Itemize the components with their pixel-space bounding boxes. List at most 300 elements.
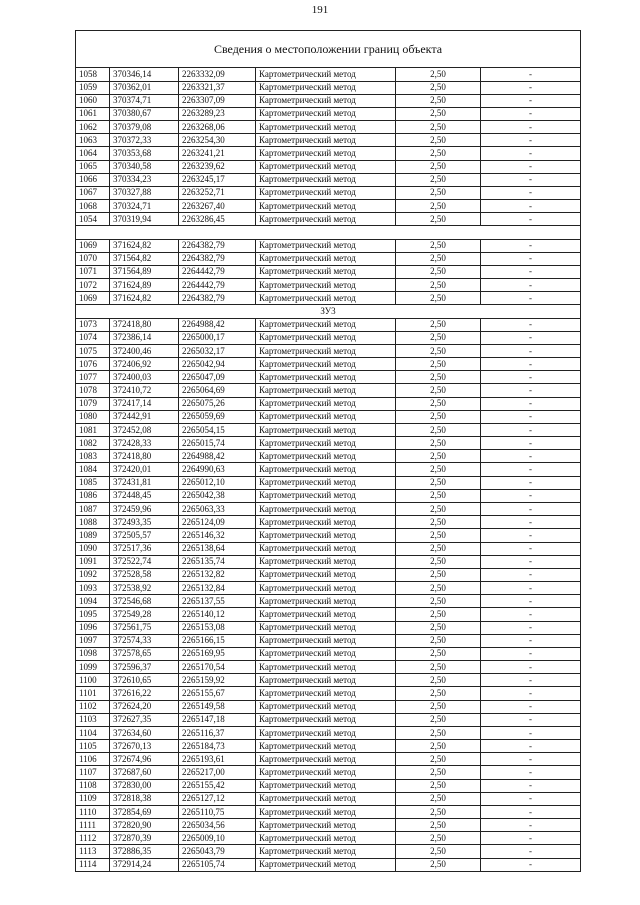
accuracy-cell: 2,50 [396, 753, 481, 766]
x-coordinate-cell: 371564,89 [110, 265, 179, 278]
description-cell: - [481, 265, 581, 278]
accuracy-cell: 2,50 [396, 292, 481, 305]
point-number-cell: 1097 [76, 634, 110, 647]
method-cell: Картометрический метод [256, 384, 396, 397]
table-row [76, 121, 581, 134]
x-coordinate-cell: 372448,45 [110, 489, 179, 502]
accuracy-cell: 2,50 [396, 318, 481, 331]
point-number-cell: 1054 [76, 213, 110, 226]
x-coordinate-cell: 370379,08 [110, 121, 179, 134]
description-cell: - [481, 107, 581, 120]
y-coordinate-cell: 2265135,74 [179, 555, 256, 568]
y-coordinate-cell: 2265116,37 [179, 726, 256, 739]
x-coordinate-cell: 372400,46 [110, 344, 179, 357]
y-coordinate-cell: 2265170,54 [179, 661, 256, 674]
accuracy-cell: 2,50 [396, 647, 481, 660]
point-number-cell: 1084 [76, 463, 110, 476]
table-row [76, 687, 581, 700]
description-cell: - [481, 423, 581, 436]
table-row [76, 634, 581, 647]
point-number-cell: 1083 [76, 450, 110, 463]
method-cell: Картометрический метод [256, 489, 396, 502]
accuracy-cell: 2,50 [396, 634, 481, 647]
description-cell: - [481, 805, 581, 818]
point-number-cell: 1062 [76, 121, 110, 134]
y-coordinate-cell: 2265217,00 [179, 766, 256, 779]
table-row [76, 674, 581, 687]
method-cell: Картометрический метод [256, 740, 396, 753]
method-cell: Картометрический метод [256, 331, 396, 344]
accuracy-cell: 2,50 [396, 595, 481, 608]
x-coordinate-cell: 372561,75 [110, 621, 179, 634]
y-coordinate-cell: 2263252,71 [179, 186, 256, 199]
point-number-cell: 1078 [76, 384, 110, 397]
x-coordinate-cell: 372616,22 [110, 687, 179, 700]
y-coordinate-cell: 2263321,37 [179, 81, 256, 94]
table-row [76, 279, 581, 292]
y-coordinate-cell: 2265124,09 [179, 516, 256, 529]
method-cell: Картометрический метод [256, 200, 396, 213]
x-coordinate-cell: 372418,80 [110, 318, 179, 331]
description-cell: - [481, 700, 581, 713]
accuracy-cell: 2,50 [396, 621, 481, 634]
y-coordinate-cell: 2265042,38 [179, 489, 256, 502]
method-cell: Картометрический метод [256, 358, 396, 371]
table-row [76, 529, 581, 542]
y-coordinate-cell: 2263241,21 [179, 147, 256, 160]
accuracy-cell: 2,50 [396, 766, 481, 779]
accuracy-cell: 2,50 [396, 437, 481, 450]
y-coordinate-cell: 2265063,33 [179, 503, 256, 516]
accuracy-cell: 2,50 [396, 503, 481, 516]
point-number-cell: 1071 [76, 265, 110, 278]
point-number-cell: 1074 [76, 331, 110, 344]
point-number-cell: 1108 [76, 779, 110, 792]
method-cell: Картометрический метод [256, 107, 396, 120]
method-cell: Картометрический метод [256, 279, 396, 292]
x-coordinate-cell: 372574,33 [110, 634, 179, 647]
description-cell: - [481, 516, 581, 529]
table-row [76, 437, 581, 450]
accuracy-cell: 2,50 [396, 805, 481, 818]
table-row [76, 832, 581, 845]
point-number-cell: 1068 [76, 200, 110, 213]
table-row [76, 384, 581, 397]
table-row [76, 503, 581, 516]
description-cell: - [481, 147, 581, 160]
method-cell: Картометрический метод [256, 173, 396, 186]
point-number-cell: 1087 [76, 503, 110, 516]
accuracy-cell: 2,50 [396, 476, 481, 489]
description-cell: - [481, 634, 581, 647]
accuracy-cell: 2,50 [396, 344, 481, 357]
description-cell: - [481, 331, 581, 344]
table-row [76, 608, 581, 621]
point-number-cell: 1073 [76, 318, 110, 331]
y-coordinate-cell: 2264988,42 [179, 450, 256, 463]
description-cell: - [481, 463, 581, 476]
accuracy-cell: 2,50 [396, 450, 481, 463]
description-cell: - [481, 542, 581, 555]
table-row [76, 489, 581, 502]
point-number-cell: 1106 [76, 753, 110, 766]
method-cell: Картометрический метод [256, 805, 396, 818]
y-coordinate-cell: 2263289,23 [179, 107, 256, 120]
description-cell: - [481, 832, 581, 845]
y-coordinate-cell: 2263268,06 [179, 121, 256, 134]
table-row [76, 753, 581, 766]
point-number-cell: 1070 [76, 252, 110, 265]
x-coordinate-cell: 371624,82 [110, 292, 179, 305]
x-coordinate-cell: 372420,01 [110, 463, 179, 476]
description-cell: - [481, 608, 581, 621]
point-number-cell: 1091 [76, 555, 110, 568]
method-cell: Картометрический метод [256, 450, 396, 463]
table-row [76, 160, 581, 173]
point-number-cell: 1109 [76, 792, 110, 805]
point-number-cell: 1098 [76, 647, 110, 660]
accuracy-cell: 2,50 [396, 371, 481, 384]
description-cell: - [481, 121, 581, 134]
description-cell: - [481, 292, 581, 305]
point-number-cell: 1081 [76, 423, 110, 436]
y-coordinate-cell: 2265059,69 [179, 410, 256, 423]
description-cell: - [481, 213, 581, 226]
x-coordinate-cell: 372528,58 [110, 568, 179, 581]
x-coordinate-cell: 371624,82 [110, 239, 179, 252]
y-coordinate-cell: 2265054,15 [179, 423, 256, 436]
accuracy-cell: 2,50 [396, 358, 481, 371]
accuracy-cell: 2,50 [396, 68, 481, 81]
description-cell: - [481, 160, 581, 173]
x-coordinate-cell: 372517,36 [110, 542, 179, 555]
point-number-cell: 1067 [76, 186, 110, 199]
y-coordinate-cell: 2263286,45 [179, 213, 256, 226]
point-number-cell: 1102 [76, 700, 110, 713]
x-coordinate-cell: 372386,14 [110, 331, 179, 344]
point-number-cell: 1093 [76, 582, 110, 595]
method-cell: Картометрический метод [256, 845, 396, 858]
accuracy-cell: 2,50 [396, 661, 481, 674]
table-row [76, 516, 581, 529]
x-coordinate-cell: 372431,81 [110, 476, 179, 489]
method-cell: Картометрический метод [256, 134, 396, 147]
description-cell: - [481, 94, 581, 107]
y-coordinate-cell: 2265155,42 [179, 779, 256, 792]
x-coordinate-cell: 370372,33 [110, 134, 179, 147]
point-number-cell: 1080 [76, 410, 110, 423]
x-coordinate-cell: 370334,23 [110, 173, 179, 186]
description-cell: - [481, 318, 581, 331]
y-coordinate-cell: 2265155,67 [179, 687, 256, 700]
accuracy-cell: 2,50 [396, 410, 481, 423]
y-coordinate-cell: 2265105,74 [179, 858, 256, 871]
method-cell: Картометрический метод [256, 647, 396, 660]
description-cell: - [481, 344, 581, 357]
y-coordinate-cell: 2265140,12 [179, 608, 256, 621]
y-coordinate-cell: 2263245,17 [179, 173, 256, 186]
description-cell: - [481, 68, 581, 81]
accuracy-cell: 2,50 [396, 516, 481, 529]
y-coordinate-cell: 2265132,82 [179, 568, 256, 581]
method-cell: Картометрический метод [256, 94, 396, 107]
x-coordinate-cell: 372538,92 [110, 582, 179, 595]
table-row [76, 410, 581, 423]
description-cell: - [481, 647, 581, 660]
method-cell: Картометрический метод [256, 410, 396, 423]
method-cell: Картометрический метод [256, 437, 396, 450]
description-cell: - [481, 713, 581, 726]
x-coordinate-cell: 372854,69 [110, 805, 179, 818]
description-cell: - [481, 186, 581, 199]
point-number-cell: 1065 [76, 160, 110, 173]
table-row [76, 647, 581, 660]
y-coordinate-cell: 2263254,30 [179, 134, 256, 147]
x-coordinate-cell: 370340,58 [110, 160, 179, 173]
method-cell: Картометрический метод [256, 397, 396, 410]
table-row [76, 779, 581, 792]
accuracy-cell: 2,50 [396, 331, 481, 344]
table-row [76, 582, 581, 595]
x-coordinate-cell: 372870,39 [110, 832, 179, 845]
boundary-coordinates-table [75, 30, 581, 872]
point-number-cell: 1099 [76, 661, 110, 674]
description-cell: - [481, 819, 581, 832]
description-cell: - [481, 568, 581, 581]
x-coordinate-cell: 372674,96 [110, 753, 179, 766]
point-number-cell: 1069 [76, 292, 110, 305]
method-cell: Картометрический метод [256, 423, 396, 436]
y-coordinate-cell: 2265169,95 [179, 647, 256, 660]
y-coordinate-cell: 2264382,79 [179, 292, 256, 305]
method-cell: Картометрический метод [256, 516, 396, 529]
description-cell: - [481, 779, 581, 792]
y-coordinate-cell: 2265159,92 [179, 674, 256, 687]
point-number-cell: 1086 [76, 489, 110, 502]
description-cell: - [481, 726, 581, 739]
x-coordinate-cell: 372830,00 [110, 779, 179, 792]
y-coordinate-cell: 2265064,69 [179, 384, 256, 397]
table-row [76, 819, 581, 832]
accuracy-cell: 2,50 [396, 134, 481, 147]
description-cell: - [481, 529, 581, 542]
y-coordinate-cell: 2265000,17 [179, 331, 256, 344]
x-coordinate-cell: 372442,91 [110, 410, 179, 423]
table-row [76, 68, 581, 81]
point-number-cell: 1090 [76, 542, 110, 555]
method-cell: Картометрический метод [256, 147, 396, 160]
method-cell: Картометрический метод [256, 766, 396, 779]
description-cell: - [481, 595, 581, 608]
method-cell: Картометрический метод [256, 779, 396, 792]
accuracy-cell: 2,50 [396, 160, 481, 173]
description-cell: - [481, 740, 581, 753]
point-number-cell: 1096 [76, 621, 110, 634]
table-row [76, 397, 581, 410]
accuracy-cell: 2,50 [396, 200, 481, 213]
accuracy-cell: 2,50 [396, 529, 481, 542]
y-coordinate-cell: 2265146,32 [179, 529, 256, 542]
description-cell: - [481, 410, 581, 423]
method-cell: Картометрический метод [256, 529, 396, 542]
method-cell: Картометрический метод [256, 121, 396, 134]
table-row [76, 555, 581, 568]
point-number-cell: 1095 [76, 608, 110, 621]
description-cell: - [481, 450, 581, 463]
accuracy-cell: 2,50 [396, 397, 481, 410]
y-coordinate-cell: 2265015,74 [179, 437, 256, 450]
accuracy-cell: 2,50 [396, 489, 481, 502]
accuracy-cell: 2,50 [396, 213, 481, 226]
x-coordinate-cell: 372406,92 [110, 358, 179, 371]
method-cell: Картометрический метод [256, 292, 396, 305]
table-row [76, 423, 581, 436]
method-cell: Картометрический метод [256, 81, 396, 94]
accuracy-cell: 2,50 [396, 608, 481, 621]
y-coordinate-cell: 2265075,26 [179, 397, 256, 410]
y-coordinate-cell: 2265009,10 [179, 832, 256, 845]
table-row [76, 186, 581, 199]
method-cell: Картометрический метод [256, 726, 396, 739]
section-header-row [76, 305, 581, 318]
method-cell: Картометрический метод [256, 595, 396, 608]
description-cell: - [481, 582, 581, 595]
accuracy-cell: 2,50 [396, 94, 481, 107]
method-cell: Картометрический метод [256, 819, 396, 832]
method-cell: Картометрический метод [256, 832, 396, 845]
table-row [76, 476, 581, 489]
accuracy-cell: 2,50 [396, 463, 481, 476]
table-row [76, 713, 581, 726]
table-row [76, 450, 581, 463]
accuracy-cell: 2,50 [396, 845, 481, 858]
accuracy-cell: 2,50 [396, 265, 481, 278]
accuracy-cell: 2,50 [396, 239, 481, 252]
accuracy-cell: 2,50 [396, 186, 481, 199]
method-cell: Картометрический метод [256, 608, 396, 621]
y-coordinate-cell: 2265137,55 [179, 595, 256, 608]
y-coordinate-cell: 2265153,08 [179, 621, 256, 634]
y-coordinate-cell: 2265047,09 [179, 371, 256, 384]
description-cell: - [481, 397, 581, 410]
description-cell: - [481, 134, 581, 147]
method-cell: Картометрический метод [256, 318, 396, 331]
method-cell: Картометрический метод [256, 661, 396, 674]
y-coordinate-cell: 2264382,79 [179, 239, 256, 252]
method-cell: Картометрический метод [256, 621, 396, 634]
x-coordinate-cell: 371624,89 [110, 279, 179, 292]
description-cell: - [481, 792, 581, 805]
x-coordinate-cell: 372670,13 [110, 740, 179, 753]
x-coordinate-cell: 370319,94 [110, 213, 179, 226]
description-cell: - [481, 858, 581, 871]
table-row [76, 542, 581, 555]
point-number-cell: 1061 [76, 107, 110, 120]
x-coordinate-cell: 372687,60 [110, 766, 179, 779]
table-row [76, 147, 581, 160]
x-coordinate-cell: 372546,68 [110, 595, 179, 608]
accuracy-cell: 2,50 [396, 568, 481, 581]
table-row [76, 595, 581, 608]
description-cell: - [481, 555, 581, 568]
point-number-cell: 1089 [76, 529, 110, 542]
y-coordinate-cell: 2264382,79 [179, 252, 256, 265]
accuracy-cell: 2,50 [396, 121, 481, 134]
x-coordinate-cell: 372634,60 [110, 726, 179, 739]
x-coordinate-cell: 370374,71 [110, 94, 179, 107]
accuracy-cell: 2,50 [396, 819, 481, 832]
accuracy-cell: 2,50 [396, 832, 481, 845]
table-row [76, 463, 581, 476]
x-coordinate-cell: 372818,38 [110, 792, 179, 805]
point-number-cell: 1111 [76, 819, 110, 832]
description-cell: - [481, 674, 581, 687]
point-number-cell: 1063 [76, 134, 110, 147]
description-cell: - [481, 239, 581, 252]
table-row [76, 805, 581, 818]
table-row [76, 200, 581, 213]
point-number-cell: 1110 [76, 805, 110, 818]
description-cell: - [481, 621, 581, 634]
table-row [76, 621, 581, 634]
accuracy-cell: 2,50 [396, 542, 481, 555]
method-cell: Картометрический метод [256, 634, 396, 647]
y-coordinate-cell: 2264988,42 [179, 318, 256, 331]
x-coordinate-cell: 370346,14 [110, 68, 179, 81]
method-cell: Картометрический метод [256, 344, 396, 357]
table-row [76, 292, 581, 305]
y-coordinate-cell: 2265147,18 [179, 713, 256, 726]
point-number-cell: 1112 [76, 832, 110, 845]
table-title-row [76, 31, 581, 68]
description-cell: - [481, 81, 581, 94]
y-coordinate-cell: 2263239,62 [179, 160, 256, 173]
accuracy-cell: 2,50 [396, 423, 481, 436]
point-number-cell: 1105 [76, 740, 110, 753]
x-coordinate-cell: 371564,82 [110, 252, 179, 265]
description-cell: - [481, 489, 581, 502]
method-cell: Картометрический метод [256, 160, 396, 173]
x-coordinate-cell: 370380,67 [110, 107, 179, 120]
accuracy-cell: 2,50 [396, 726, 481, 739]
method-cell: Картометрический метод [256, 186, 396, 199]
method-cell: Картометрический метод [256, 568, 396, 581]
table-row [76, 239, 581, 252]
x-coordinate-cell: 372610,65 [110, 674, 179, 687]
x-coordinate-cell: 372627,35 [110, 713, 179, 726]
table-row [76, 845, 581, 858]
point-number-cell: 1058 [76, 68, 110, 81]
method-cell: Картометрический метод [256, 792, 396, 805]
description-cell: - [481, 371, 581, 384]
y-coordinate-cell: 2265149,58 [179, 700, 256, 713]
y-coordinate-cell: 2264442,79 [179, 279, 256, 292]
method-cell: Картометрический метод [256, 700, 396, 713]
accuracy-cell: 2,50 [396, 779, 481, 792]
point-number-cell: 1114 [76, 858, 110, 871]
table-row [76, 344, 581, 357]
x-coordinate-cell: 372914,24 [110, 858, 179, 871]
point-number-cell: 1085 [76, 476, 110, 489]
point-number-cell: 1066 [76, 173, 110, 186]
table-title: Сведения о местоположении границ объекта [76, 31, 581, 68]
point-number-cell: 1088 [76, 516, 110, 529]
table-row [76, 700, 581, 713]
method-cell: Картометрический метод [256, 476, 396, 489]
table-row [76, 265, 581, 278]
y-coordinate-cell: 2265012,10 [179, 476, 256, 489]
x-coordinate-cell: 372624,20 [110, 700, 179, 713]
